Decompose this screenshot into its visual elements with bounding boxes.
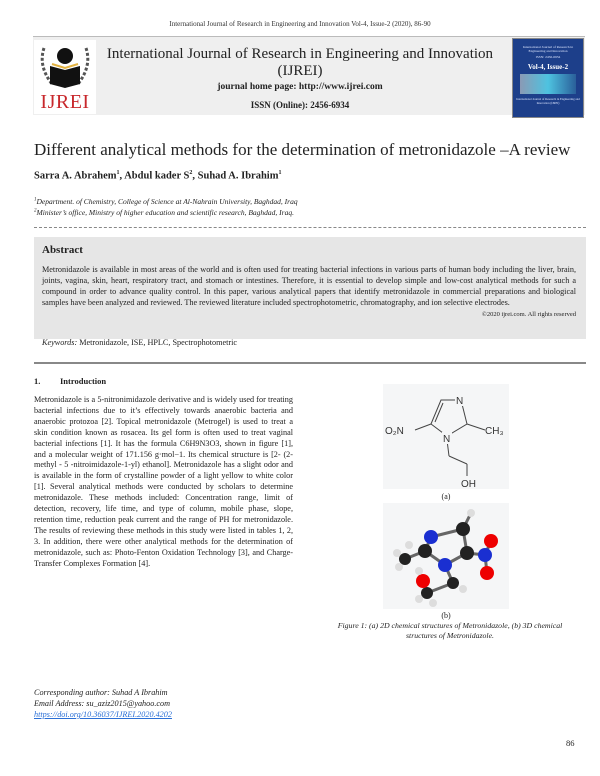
- journal-cover-image: [512, 38, 584, 118]
- figure-caption: Figure 1: (a) 2D chemical structures of Metronidazole, (b) 3D chemical structures of Metronidazole.: [337, 621, 563, 640]
- affiliation: [34, 208, 294, 217]
- keywords-list: Metronidazole, ISE, HPLC, Spectrophotometric: [79, 338, 238, 347]
- author-email[interactable]: Email Address: su_aziz2015@yahoo.com: [34, 699, 171, 708]
- figure-label-b: (b): [441, 611, 451, 620]
- introduction-body: Metronidazole is a 5-nitronimidazole derivative and is widely used for treating bacterial infections due to it’s effectively towards anaerobic bacteria and anaerobic protozoa [2]. Topical metronidazole (Metrogel) is used to treat a skin condition known as rosacea. Its gel form is often used to treat vaginal bacterial infections [1]. It has the formula C6H9N3O3, shown in figure [1], and a molecular weight of 171.156 g·mol−1. Its chemical structure is [2- (2- methyl - 5 -nitroimidazole-1-yl) ethanol]. Metronidazole has a slight odor and is available in the form of crystalline powder of a light yellow to white color [1]. Several analytical methods were conducted by scholars to determine metronidazole. These methods included: Concentration range, limit of detection, recovery, life time, and type of column, mobile phase, slope, retention time, reduction peak current and the range of PH for metronidazole. The results of reviewing these methods in this study were listed in tables 1, 2, 3. In addition, there were other analytical methods for the determination of metronidazole, such as: Photo-Fenton Oxidation Technology [3], and Charge-Transfer Complexes Formation [4].: [34, 395, 293, 568]
- section-title: Introduction: [60, 376, 107, 386]
- journal-home-page[interactable]: journal home page: http://www.ijrei.com: [217, 82, 383, 92]
- journal-title-line1: International Journal of Research in Engineering and Innovation: [106, 46, 494, 62]
- affiliation-sup: 1: [34, 197, 37, 203]
- author-sup: 1: [278, 170, 282, 176]
- journal-title: [100, 46, 500, 80]
- cover-issue: Vol-4, Issue-2: [527, 63, 569, 71]
- keywords-label: Keywords:: [42, 338, 78, 347]
- figure-label-a: (a): [441, 492, 451, 501]
- author-sup: 2: [189, 170, 193, 176]
- paper-title: Different analytical methods for the determination of metronidazole –A review: [34, 140, 571, 159]
- affiliation-sup: 2: [34, 208, 37, 214]
- copyright-notice: ©2020 ijrei.com. All rights reserved: [481, 311, 576, 318]
- cover-photo: [520, 74, 576, 94]
- keywords: [42, 338, 237, 347]
- author-name: Suhad A. Ibrahim: [197, 170, 279, 182]
- cover-title: International Journal of Research in Engineering and Innovation: [522, 45, 574, 53]
- journal-title-line2: (IJREI): [277, 63, 323, 79]
- author-name: Sarra A. Abrahem: [34, 170, 117, 182]
- author-list: Sarra A. Abrahem$^1$, Abdul kader $S^2$, Suhad A. Ibrahim$^1$: [34, 170, 282, 182]
- doi-link[interactable]: https://doi.org/10.36037/IJREI.2020.4202: [34, 710, 172, 719]
- dashed-divider: [34, 227, 586, 228]
- corresponding-author: Corresponding author: Suhad A Ibrahim: [34, 688, 168, 697]
- author-sup: 1: [116, 170, 120, 176]
- running-head: International Journal of Research in Engineering and Innovation Vol-4, Issue-2 (2020), 86-90: [169, 20, 431, 28]
- affiliation-text: Department. of Chemistry, College of Science at Al-Nahrain University, Baghdad, Iraq: [36, 197, 298, 206]
- section-number: 1.: [34, 376, 41, 386]
- affiliation: [34, 197, 298, 206]
- section-heading-introduction: [34, 376, 106, 386]
- svg-text:CH₃: CH₃: [485, 426, 504, 437]
- cover-footer: International Journal of Research in Engineering and Innovation (IJREI): [516, 97, 580, 105]
- logo-text: IJREI: [40, 91, 90, 113]
- section-divider: [34, 362, 586, 364]
- journal-logo: [34, 40, 96, 114]
- page-number: 86: [566, 738, 575, 748]
- cover-issn: ISSN: 2456-6934: [535, 55, 561, 59]
- metronidazole-3d-model-icon: [383, 503, 509, 609]
- laurel-book-icon: [34, 40, 96, 92]
- doi-footer: [34, 710, 172, 721]
- svg-text:N: N: [456, 396, 464, 407]
- figure-1a-2d-structure: [383, 384, 509, 489]
- figure-1b-3d-structure: [383, 503, 509, 609]
- metronidazole-2d-structure-icon: [383, 384, 509, 489]
- author-name: Abdul kader S: [124, 170, 190, 182]
- abstract-heading: Abstract: [42, 244, 83, 256]
- svg-text:O₂N: O₂N: [385, 426, 404, 437]
- svg-text:N: N: [443, 434, 451, 445]
- journal-issn: ISSN (Online): 2456-6934: [250, 100, 350, 110]
- affiliation-text: Minister’s office, Ministry of higher education and scientific research, Baghdad, Iraq.: [36, 208, 294, 217]
- svg-text:OH: OH: [461, 479, 476, 489]
- abstract-text: Metronidazole is available in most areas of the world and is often used for treating bacterial infections in various parts of human body including the liver, brain, joints, vagina, skin, heart, respiratory tract, and stomach or intestines. Therefore, it is essential to develop simple and low-cost analytical methods for such a compound in order to advance quality control. In this paper, various analytical papers that identify metronidazole in commercial preparations and biological samples have been analyzed and reviewed. The reviewed literature included spectrophotometric, chromatography, and ion selective electrodes.: [42, 265, 576, 307]
- abstract-body: [42, 264, 576, 320]
